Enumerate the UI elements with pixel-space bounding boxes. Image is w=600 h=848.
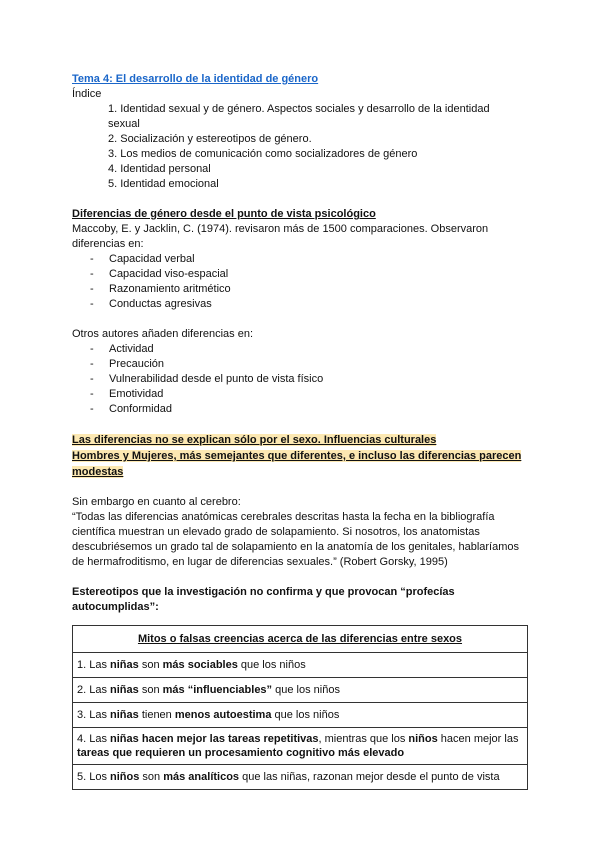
brain-intro: Sin embargo en cuanto al cerebro: [72,496,241,508]
quote-line: de hermafroditismo, en lugar de diferencias sexuales.” (Robert Gorsky, 1995) [72,556,448,568]
toc-item: 2. Socialización y estereotipos de género. [108,133,312,145]
list-item-text: Conformidad [109,403,172,415]
dash-bullet: - [90,253,94,265]
text: que los niños [237,659,306,671]
dash-bullet: - [90,403,94,415]
list-item-text: Capacidad verbal [109,253,195,265]
text: 1. Las [77,659,111,671]
list-item [90,297,532,312]
quote-line: “Todas las diferencias anatómicas cerebrales descritas hasta la fecha en la bibliografía [72,511,495,523]
myths-table [72,625,528,790]
table-row [73,653,528,678]
differences-list [72,252,532,312]
text: 4. Las [77,733,111,745]
text: 2. Las [77,684,111,696]
table-cell [73,678,528,703]
bold-text: más “influenciables” [162,684,273,696]
text: tienen [138,709,175,721]
dash-bullet: - [90,358,94,370]
table-row [73,728,528,765]
list-item-text: Capacidad viso-espacial [109,268,229,280]
quote-line: descubriésemos un grado tal de solapamiento en la anatomía de los genitales, hablaríamos [72,541,519,553]
toc-item: 4. Identidad personal [108,163,211,175]
list-item-text: Conductas agresivas [109,298,212,310]
table-cell [73,653,528,678]
text: hacen mejor las [437,733,519,745]
text: que los niños [272,684,340,696]
bold-text: tareas que requieren un procesamiento cognitivo más elevado [77,747,405,759]
list-item [90,357,532,372]
table-row [73,703,528,728]
text: que los niños [271,709,340,721]
stereotypes-heading [72,585,532,615]
other-differences-list [72,342,532,417]
text: son [138,684,163,696]
dash-bullet: - [90,388,94,400]
text: 3. Las [77,709,111,721]
document-title: Tema 4: El desarrollo de la identidad de género [72,73,319,85]
bold-text: más analíticos [163,771,240,783]
table-row [73,765,528,790]
list-item [90,282,532,297]
bold-text: más sociables [162,659,238,671]
highlight-line: modestas [72,466,124,478]
brain-quote [72,510,532,570]
highlighted-statement [72,432,532,480]
section-heading-psychological: Diferencias de género desde el punto de vista psicológico [72,208,376,220]
toc-item: sexual [108,118,140,130]
intro-line: diferencias en: [72,238,144,250]
list-item [90,402,532,417]
list-item-text: Vulnerabilidad desde el punto de vista físico [109,373,324,385]
dash-bullet: - [90,268,94,280]
text: son [139,771,164,783]
table-header: Mitos o falsas creencias acerca de las diferencias entre sexos [73,626,528,653]
quote-line: científica muestran un elevado grado de solapamiento. Si nosotros, los anatomistas [72,526,480,538]
table-header-row [73,626,528,653]
bold-text: niñas [110,659,139,671]
toc-item: 3. Los medios de comunicación como socializadores de género [108,148,418,160]
bold-text: menos autoestima [174,709,272,721]
document-page [72,72,532,790]
stereotypes-heading-line: Estereotipos que la investigación no confirma y que provocan “profecías [72,586,455,598]
list-item [90,252,532,267]
others-intro: Otros autores añaden diferencias en: [72,328,254,340]
highlight-line: Hombres y Mujeres, más semejantes que diferentes, e incluso las diferencias parecen [72,450,522,462]
table-cell [73,765,528,790]
dash-bullet: - [90,283,94,295]
bold-text: niños [110,771,140,783]
text: 5. Los [77,771,111,783]
toc-item: 5. Identidad emocional [108,178,219,190]
bold-text: niños [408,733,438,745]
text: que las niñas, razonan mejor desde el punto de vista [239,771,500,783]
list-item-text: Razonamiento aritmético [109,283,231,295]
list-item-text: Emotividad [109,388,164,400]
dash-bullet: - [90,298,94,310]
text: , mientras que los [318,733,409,745]
bold-text: niñas hacen mejor las tareas repetitivas [110,733,319,745]
highlight-line: Las diferencias no se explican sólo por el sexo. Influencias culturales [72,434,437,446]
list-item [90,387,532,402]
table-row [73,678,528,703]
index-label: Índice [72,88,102,100]
dash-bullet: - [90,343,94,355]
text: son [138,659,163,671]
list-item [90,342,532,357]
stereotypes-heading-line: autocumplidas”: [72,601,159,613]
dash-bullet: - [90,373,94,385]
table-cell [73,728,528,765]
table-cell [73,703,528,728]
toc-item: 1. Identidad sexual y de género. Aspectos sociales y desarrollo de la identidad [108,103,490,115]
list-item [90,372,532,387]
table-of-contents [72,102,532,192]
list-item [90,267,532,282]
bold-text: niñas [110,709,139,721]
intro-line: Maccoby, E. y Jacklin, C. (1974). revisaron más de 1500 comparaciones. Observaron [72,223,489,235]
list-item-text: Actividad [109,343,154,355]
bold-text: niñas [110,684,139,696]
list-item-text: Precaución [109,358,165,370]
